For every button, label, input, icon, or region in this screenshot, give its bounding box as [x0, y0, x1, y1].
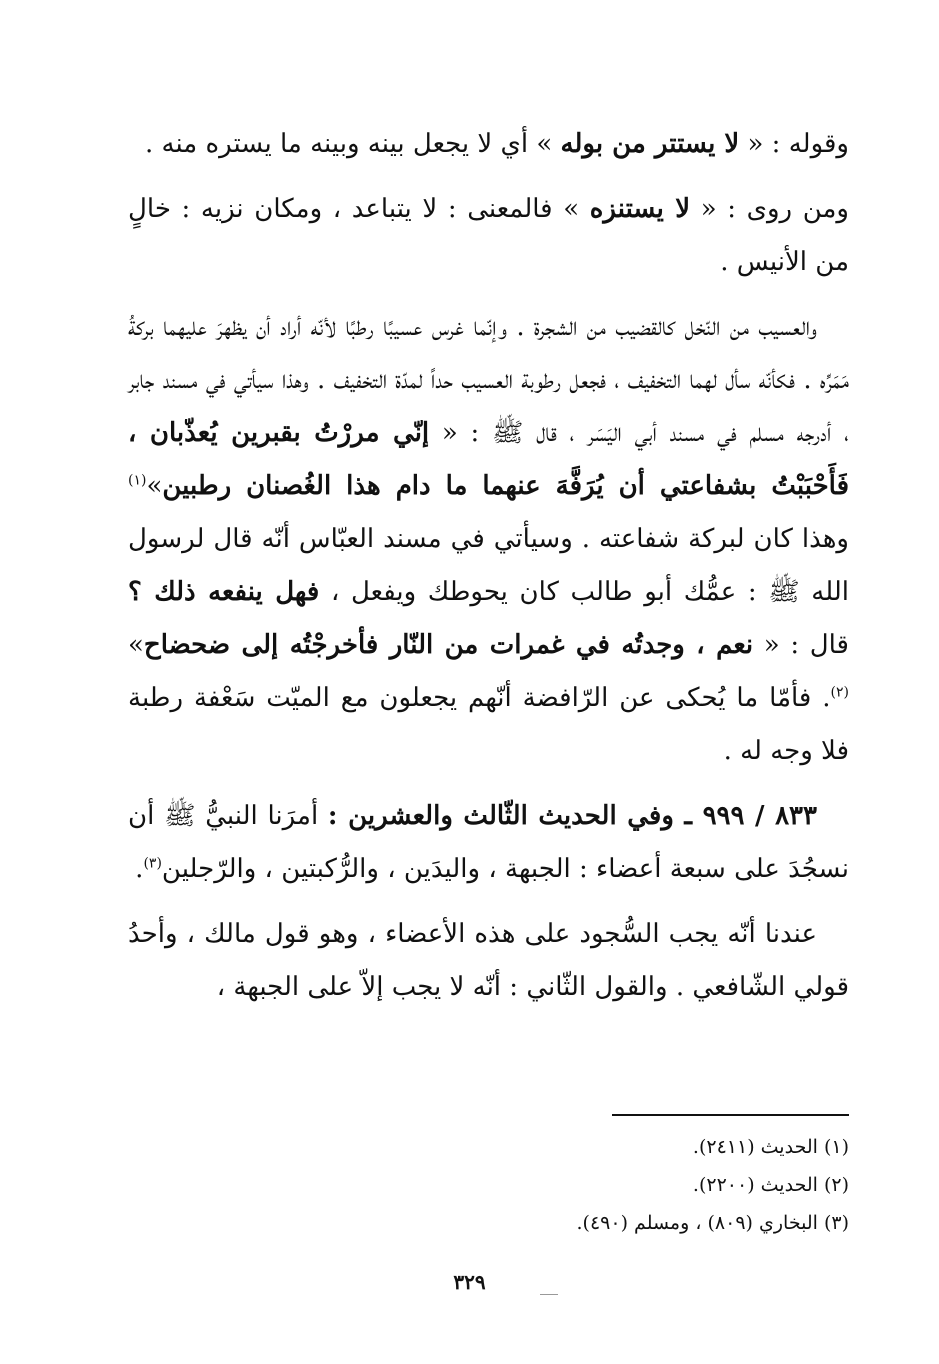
hadith-heading: ٨٣٣ / ٩٩٩ ـ وفي الحديث الثّالث والعشرين :: [327, 801, 817, 831]
paragraph-2: ومن روى : « لا يستنزه » فالمعنى : لا يتباعد ، ومكان نزيه : خالٍ من الأنيس .: [128, 194, 849, 277]
footnote-2: (٢) الحديث (٢٢٠٠).: [692, 1174, 849, 1196]
hadith-quote: إنّي مررْتُ بقبرين يُعذّبان ، فَأَحْبَبْتُ بشفاعتي أن يُرَفَّهَ عنهما ما دام هذا الغُصنان رطبين: [128, 418, 849, 501]
page-number: ٣٢٩: [453, 1270, 486, 1294]
hadith-quote: فهل ينفعه ذلك ؟: [128, 577, 320, 607]
footnote-divider: [612, 1114, 849, 1116]
hadith-quote: نعم ، وجدتُه في غمرات من النّار فأخرجْتُه إلى ضحضاح: [143, 630, 754, 660]
footnotes: [128, 1128, 849, 1242]
footnote-ref: (٢): [830, 684, 849, 701]
hadith-quote: لا يستنزه: [589, 194, 691, 224]
paragraph-5: عندنا أنّه يجب السُّجود على هذه الأعضاء ، وهو قول مالك ، وأحدُ قولي الشّافعي . والقول الثّاني : أنّه لا يجب إلاّ على الجبهة ،: [128, 919, 849, 1002]
hadith-quote: لا يستتر من بوله: [560, 129, 740, 159]
footnote-ref: (١): [128, 472, 147, 489]
paragraph-1: وقوله : « لا يستتر من بوله » أي لا يجعل بينه وبينه ما يستره منه .: [144, 129, 849, 159]
footnote-1: (١) الحديث (٢٤١١).: [692, 1136, 849, 1158]
footnote-3: (٣) البخاري (٨٠٩) ، ومسلم (٤٩٠).: [576, 1212, 849, 1234]
scan-mark: [540, 1294, 558, 1295]
paragraph-3: والعسيب من النّخل كالقضيب من الشجرة . وإنّما غرس عسيبًا رطبًا لأنّه أراد أن يظهرَ عليهما بركةُ مَمَرِّه . فكأنّه سأل لهما التخفيف ، فجعل رطوبة العسيب حداً لمدّة التخفيف . وهذا سيأتي في مسند جابر ، أدرجه مسلم في مسند أبي اليَسَر ، قال ﷺ : « إنّي مررْتُ بقبرين يُعذّبان ، فَأَحْبَبْتُ بشفاعتي أن يُرَفَّهَ عنهما ما دام هذا الغُصنان رطبين»$^{(١)}$ وهذا كان لبركة شفاعته . وسيأتي في مسند العبّاس أنّه قال لرسول الله ﷺ : عمُّك أبو طالب كان يحوطك ويفعل ، فهل ينفعه ذلك ؟ قال : « نعم ، وجدتُه في غمرات من النّار فأخرجْتُه إلى ضحضاح» $^{(٢)}$. فأمّا ما يُحكى عن الرّافضة أنّهم يجعلون مع الميّت سَعْفة رطبة فلا وجه له .: [128, 312, 849, 766]
footnote-ref: (٣): [143, 855, 162, 872]
main-text: [128, 118, 849, 1026]
paragraph-4: ٨٣٣ / ٩٩٩ ـ وفي الحديث الثّالث والعشرين : أمرَنا النبيُّ ﷺ أن نسجُدَ على سبعة أعضاء : الجبهة ، واليدَين ، والرُّكبتين ، والرّجلين$^{(٣)}$.: [128, 801, 849, 884]
